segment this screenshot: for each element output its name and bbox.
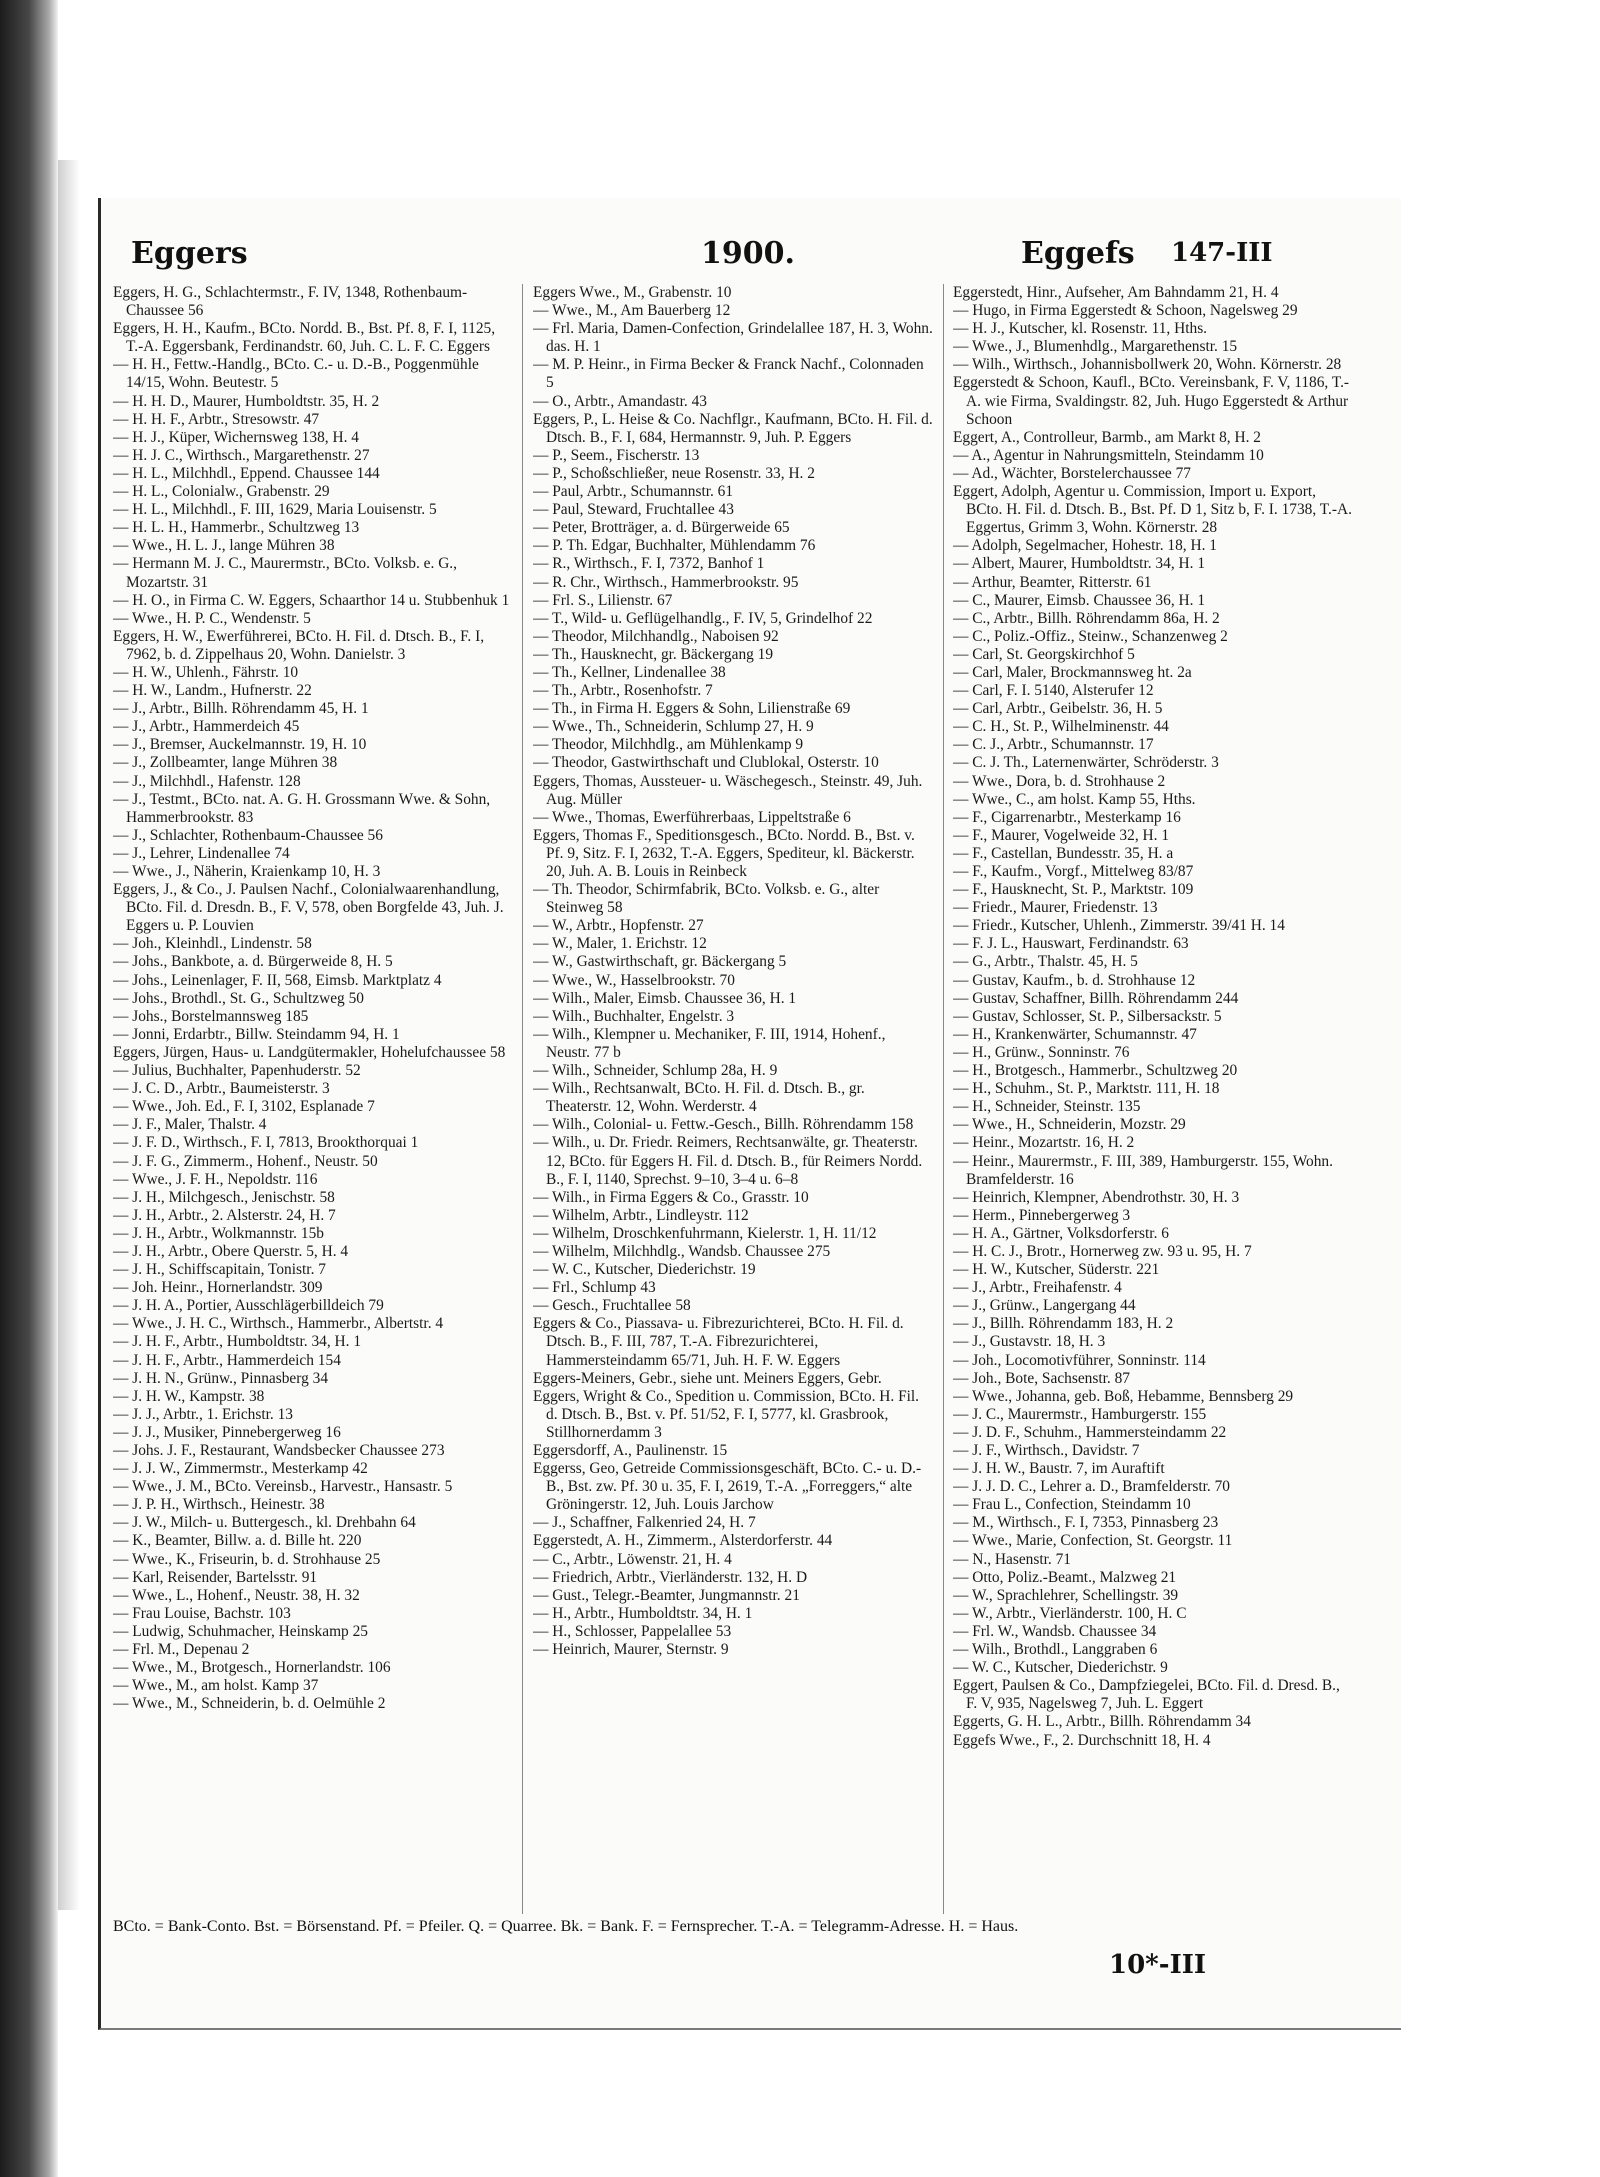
column-divider xyxy=(522,284,523,1914)
directory-entry: Eggers, H. W., Ewerführerei, BCto. H. Fil. d. Dtsch. B., F. I, 7962, b. d. Zippelhaus 20, Wohn. Danielstr. 3 xyxy=(113,627,485,663)
directory-entry: — J., Arbtr., Billh. Röhrendamm 45, H. 1 xyxy=(113,700,369,718)
directory-entry: Eggerss, Geo, Getreide Commissionsgeschäft, BCto. C.- u. D.-B., Bst. zw. Pf. 30 u. 35, F. I, 2619, T.-A. „Forreggers,“ alte Gröningerstr. 12, Juh. Louis Jarchow xyxy=(533,1460,922,1514)
directory-entry: — Herm., Pinnebergerweg 3 xyxy=(953,1206,1131,1224)
directory-entry: — Ludwig, Schuhmacher, Heinskamp 25 xyxy=(113,1622,368,1640)
directory-entry: — Johs., Leinenlager, F. II, 568, Eimsb. Marktplatz 4 xyxy=(113,971,442,989)
directory-entry: — Friedr., Maurer, Friedenstr. 13 xyxy=(953,899,1158,917)
directory-entry: — H. A., Gärtner, Volksdorferstr. 6 xyxy=(953,1224,1169,1242)
directory-entry: Eggers-Meiners, Gebr., siehe unt. Meiners Eggers, Gebr. xyxy=(533,1369,882,1387)
directory-entry: — J., Gustavstr. 18, H. 3 xyxy=(953,1333,1106,1351)
directory-entry: — Wilhelm, Droschkenfuhrmann, Kielerstr. 1, H. 11/12 xyxy=(533,1224,877,1242)
directory-entry: — Frl. S., Lilienstr. 67 xyxy=(533,591,673,609)
directory-entry: — J. H. W., Baustr. 7, im Auraftift xyxy=(953,1460,1165,1478)
directory-entry: — J. H., Arbtr., Obere Querstr. 5, H. 4 xyxy=(113,1242,349,1260)
directory-entry: — Wilhelm, Milchhdlg., Wandsb. Chaussee 275 xyxy=(533,1242,831,1260)
directory-entry: — H. C. J., Brotr., Hornerweg zw. 93 u. 95, H. 7 xyxy=(953,1242,1252,1260)
directory-entry: — J., Milchhdl., Hafenstr. 128 xyxy=(113,772,301,790)
directory-entry: — Carl, F. I. 5140, Alsterufer 12 xyxy=(953,682,1154,700)
directory-entry: — Wwe., C., am holst. Kamp 55, Hths. xyxy=(953,790,1196,808)
directory-entry: — Wwe., J. H. C., Wirthsch., Hammerbr., Albertstr. 4 xyxy=(113,1315,444,1333)
directory-entry: Eggerstedt, Hinr., Aufseher, Am Bahndamm 21, H. 4 xyxy=(953,284,1279,301)
directory-entry: — N., Hasenstr. 71 xyxy=(953,1550,1071,1568)
directory-entry: Eggerstedt & Schoon, Kaufl., BCto. Vereinsbank, F. V, 1186, T.-A. wie Firma, Svaldingstr. 82, Juh. Hugo Eggerstedt & Arthur Schoon xyxy=(953,374,1350,428)
directory-entry: — H. W., Kutscher, Süderstr. 221 xyxy=(953,1261,1160,1279)
directory-entry: — Wwe., H., Schneiderin, Mozstr. 29 xyxy=(953,1116,1186,1134)
page-number: 147-III xyxy=(1171,238,1273,268)
directory-entry: — F., Castellan, Bundesstr. 35, H. a xyxy=(953,844,1174,862)
directory-entry: — T., Wild- u. Geflügelhandlg., F. IV, 5, Grindelhof 22 xyxy=(533,609,873,627)
directory-entry: — Friedr., Kutscher, Uhlenh., Zimmerstr. 39/41 H. 14 xyxy=(953,917,1285,935)
directory-entry: — J. C., Maurermstr., Hamburgerstr. 155 xyxy=(953,1405,1207,1423)
directory-entry: — J., Bremser, Auckelmannstr. 19, H. 10 xyxy=(113,736,367,754)
directory-entry: — Hermann M. J. C., Maurermstr., BCto. Volksb. e. G., Mozartstr. 31 xyxy=(113,555,458,591)
header-year: 1900. xyxy=(701,236,795,271)
directory-entry: — H. L., Colonialw., Grabenstr. 29 xyxy=(113,483,330,501)
directory-entry: — Ad., Wächter, Borstelerchaussee 77 xyxy=(953,464,1192,482)
directory-entry: — C. J. Th., Laternenwärter, Schröderstr. 3 xyxy=(953,754,1219,772)
column-3 xyxy=(953,284,1353,1914)
directory-entry: — J. H., Arbtr., Wolkmannstr. 15b xyxy=(113,1224,324,1242)
directory-entry: — Th., Hausknecht, gr. Bäckergang 19 xyxy=(533,645,774,663)
directory-entry: — Karl, Reisender, Bartelsstr. 91 xyxy=(113,1568,318,1586)
directory-entry: Eggefs Wwe., F., 2. Durchschnitt 18, H. 4 xyxy=(953,1731,1211,1749)
directory-entry: — J. J., Musiker, Pinnebergerweg 16 xyxy=(113,1423,341,1441)
directory-entry: — J., Grünw., Langergang 44 xyxy=(953,1297,1136,1315)
directory-entry: Eggers, Wright & Co., Spedition u. Commission, BCto. H. Fil. d. Dtsch. B., Bst. v. Pf. 51/52, F. I, 5777, kl. Grasbrook, Stillhornerdamm 3 xyxy=(533,1387,920,1441)
directory-entry: — H., Schlosser, Pappelallee 53 xyxy=(533,1622,732,1640)
directory-entry: — Gustav, Kaufm., b. d. Strohhause 12 xyxy=(953,971,1196,989)
directory-entry: — Frl. W., Wandsb. Chaussee 34 xyxy=(953,1622,1157,1640)
directory-entry: — J., Testmt., BCto. nat. A. G. H. Grossmann Wwe. & Sohn, Hammerbrookstr. 83 xyxy=(113,790,491,826)
directory-entry: — C. J., Arbtr., Schumannstr. 17 xyxy=(953,736,1154,754)
directory-entry: — Wwe., J., Blumenhdlg., Margarethenstr. 15 xyxy=(953,338,1238,356)
directory-entry: — Joh., Kleinhdl., Lindenstr. 58 xyxy=(113,935,312,953)
directory-entry: — K., Beamter, Billw. a. d. Bille ht. 220 xyxy=(113,1532,362,1550)
directory-entry: — H. J., Kutscher, kl. Rosenstr. 11, Hths. xyxy=(953,320,1208,338)
directory-entry: — Gustav, Schlosser, St. P., Silbersackstr. 5 xyxy=(953,1007,1222,1025)
directory-entry: Eggerstedt, A. H., Zimmerm., Alsterdorferstr. 44 xyxy=(533,1532,833,1550)
directory-entry: — Wwe., W., Hasselbrookstr. 70 xyxy=(533,971,735,989)
directory-entry: — H. W., Landm., Hufnerstr. 22 xyxy=(113,682,312,700)
directory-entry: — Wwe., M., Schneiderin, b. d. Oelmühle 2 xyxy=(113,1695,386,1713)
directory-entry: — J. J. D. C., Lehrer a. D., Bramfelderstr. 70 xyxy=(953,1478,1230,1496)
directory-entry: — M., Wirthsch., F. I, 7353, Pinnasberg 23 xyxy=(953,1514,1219,1532)
directory-entry: — H., Grünw., Sonninstr. 76 xyxy=(953,1043,1130,1061)
directory-entry: — J. H. W., Kampstr. 38 xyxy=(113,1387,265,1405)
directory-entry: — Wwe., L., Hohenf., Neustr. 38, H. 32 xyxy=(113,1586,360,1604)
directory-entry: — J., Schlachter, Rothenbaum-Chaussee 56 xyxy=(113,826,383,844)
directory-entry: — J. H., Arbtr., 2. Alsterstr. 24, H. 7 xyxy=(113,1206,336,1224)
directory-entry: — C., Arbtr., Billh. Röhrendamm 86a, H. 2 xyxy=(953,609,1220,627)
directory-entry: Eggers, H. H., Kaufm., BCto. Nordd. B., Bst. Pf. 8, F. I, 1125, T.-A. Eggersbank, Ferdinandstr. 60, Juh. C. L. F. C. Eggers xyxy=(113,320,496,356)
directory-entry: — Wwe., Th., Schneiderin, Schlump 27, H. 9 xyxy=(533,718,814,736)
directory-entry: — Paul, Steward, Fruchtallee 43 xyxy=(533,501,734,519)
directory-entry: — Wilh., Wirthsch., Johannisbollwerk 20, Wohn. Körnerstr. 28 xyxy=(953,356,1342,374)
directory-entry: — Heinrich, Klempner, Abendrothstr. 30, H. 3 xyxy=(953,1188,1240,1206)
directory-entry: — H. L. H., Hammerbr., Schultzweg 13 xyxy=(113,519,360,537)
directory-entry: Eggerts, G. H. L., Arbtr., Billh. Röhrendamm 34 xyxy=(953,1713,1251,1731)
directory-entry: — Wilh., Colonial- u. Fettw.-Gesch., Billh. Röhrendamm 158 xyxy=(533,1116,914,1134)
directory-entry: — Wwe., H. L. J., lange Mühren 38 xyxy=(113,537,335,555)
directory-entry: — Julius, Buchhalter, Papenhuderstr. 52 xyxy=(113,1062,361,1080)
directory-entry: — Wilh., Schneider, Schlump 28a, H. 9 xyxy=(533,1062,778,1080)
directory-entry: — J. D. F., Schuhm., Hammersteindamm 22 xyxy=(953,1423,1227,1441)
directory-entry: — J. P. H., Wirthsch., Heinestr. 38 xyxy=(113,1496,325,1514)
directory-entry: — Wwe., Thomas, Ewerführerbaas, Lippeltstraße 6 xyxy=(533,808,851,826)
directory-entry: — C. H., St. P., Wilhelminenstr. 44 xyxy=(953,718,1169,736)
directory-entry: — Hugo, in Firma Eggerstedt & Schoon, Nagelsweg 29 xyxy=(953,302,1298,320)
directory-entry: — Johs., Bankbote, a. d. Bürgerweide 8, H. 5 xyxy=(113,953,393,971)
directory-entry: — Theodor, Gastwirthschaft und Clublokal, Osterstr. 10 xyxy=(533,754,879,772)
directory-entry: — Wwe., M., Brotgesch., Hornerlandstr. 106 xyxy=(113,1659,391,1677)
directory-entry: — F. J. L., Hauswart, Ferdinandstr. 63 xyxy=(953,935,1189,953)
directory-entry: — P., Schoßschließer, neue Rosenstr. 33, H. 2 xyxy=(533,464,815,482)
directory-entry: — H. O., in Firma C. W. Eggers, Schaarthor 14 u. Stubbenhuk 1 xyxy=(113,591,510,609)
abbreviation-legend: BCto. = Bank-Conto. Bst. = Börsenstand. Pf. = Pfeiler. Q. = Quarree. Bk. = Bank. F. = Fernsprecher. T.-A. = Telegramm-Adresse. H. = Haus. xyxy=(113,1918,1019,1935)
directory-entry: — Wilh., Maler, Eimsb. Chaussee 36, H. 1 xyxy=(533,989,797,1007)
directory-entry: — J. W., Milch- u. Buttergesch., kl. Drehbahn 64 xyxy=(113,1514,416,1532)
directory-entry: — Carl, Maler, Brockmannsweg ht. 2a xyxy=(953,663,1192,681)
directory-entry: — Jonni, Erdarbtr., Billw. Steindamm 94, H. 1 xyxy=(113,1025,400,1043)
directory-entry: — W. C., Kutscher, Diederichstr. 9 xyxy=(953,1659,1168,1677)
directory-entry: — W., Sprachlehrer, Schellingstr. 39 xyxy=(953,1586,1179,1604)
directory-entry: — Friedrich, Arbtr., Vierländerstr. 132, H. D xyxy=(533,1568,808,1586)
header-right-word: Eggefs xyxy=(1021,236,1135,271)
directory-entry: — Wwe., M., am holst. Kamp 37 xyxy=(113,1677,319,1695)
directory-entry: — Joh., Bote, Sachsenstr. 87 xyxy=(953,1369,1130,1387)
directory-entry: — Wwe., H. P. C., Wendenstr. 5 xyxy=(113,609,311,627)
directory-entry: — Wilh., Brothdl., Langgraben 6 xyxy=(953,1641,1158,1659)
book-binding xyxy=(0,0,58,2177)
directory-entry: — H. H. D., Maurer, Humboldtstr. 35, H. 2 xyxy=(113,392,380,410)
directory-entry: — M. P. Heinr., in Firma Becker & Franck Nachf., Colonnaden 5 xyxy=(533,356,924,392)
directory-entry: — Wwe., Dora, b. d. Strohhause 2 xyxy=(953,772,1166,790)
directory-entry: Eggers & Co., Piassava- u. Fibrezurichterei, BCto. H. Fil. d. Dtsch. B., F. III, 787, T.-A. Fibrezurichterei, Hammersteindamm 65/71, Juh. H. F. W. Eggers xyxy=(533,1315,904,1369)
directory-entry: — C., Poliz.-Offiz., Steinw., Schanzenweg 2 xyxy=(953,627,1228,645)
directory-entry: — A., Agentur in Nahrungsmitteln, Steindamm 10 xyxy=(953,446,1264,464)
running-header xyxy=(101,236,1401,276)
spine-shadow xyxy=(58,160,80,1910)
directory-entry: — Theodor, Milchhdlg., am Mühlenkamp 9 xyxy=(533,736,804,754)
directory-entry: — W., Arbtr., Hopfenstr. 27 xyxy=(533,917,704,935)
directory-entry: Eggers, J., & Co., J. Paulsen Nachf., Colonialwaarenhandlung, BCto. Fil. d. Dresdn. B., F. V, 578, oben Borgfelde 43, Juh. J. Eggers u. P. Louvien xyxy=(113,881,504,935)
directory-entry: — Gesch., Fruchtallee 58 xyxy=(533,1297,691,1315)
directory-entry: — Wilh., Klempner u. Mechaniker, F. III, 1914, Hohenf., Neustr. 77 b xyxy=(533,1025,886,1061)
directory-entry: — Th., Kellner, Lindenallee 38 xyxy=(533,663,726,681)
directory-entry: — H. J., Küper, Wichernsweg 138, H. 4 xyxy=(113,428,359,446)
directory-entry: — Carl, St. Georgskirchhof 5 xyxy=(953,645,1135,663)
column-2 xyxy=(533,284,933,1914)
directory-entry: — Theodor, Milchhandlg., Naboisen 92 xyxy=(533,627,779,645)
directory-entry: — J. H. A., Portier, Ausschlägerbilldeich 79 xyxy=(113,1297,384,1315)
directory-entry: — H. H. F., Arbtr., Stresowstr. 47 xyxy=(113,410,320,428)
directory-entry: — Th. Theodor, Schirmfabrik, BCto. Volksb. e. G., alter Steinweg 58 xyxy=(533,881,880,917)
directory-entry: — W., Arbtr., Vierländerstr. 100, H. C xyxy=(953,1604,1187,1622)
directory-entry: — Adolph, Segelmacher, Hohestr. 18, H. 1 xyxy=(953,537,1217,555)
directory-entry: Eggers, P., L. Heise & Co. Nachflgr., Kaufmann, BCto. H. Fil. d. Dtsch. B., F. I, 684, Hermannstr. 9, Juh. P. Eggers xyxy=(533,410,933,446)
directory-entry: — W. C., Kutscher, Diederichstr. 19 xyxy=(533,1261,756,1279)
directory-entry: — R., Wirthsch., F. I, 7372, Banhof 1 xyxy=(533,555,765,573)
directory-entry: — J. H., Milchgesch., Jenischstr. 58 xyxy=(113,1188,335,1206)
directory-entry: Eggers Wwe., M., Grabenstr. 10 xyxy=(533,284,732,301)
directory-entry: — J. H. F., Arbtr., Hammerdeich 154 xyxy=(113,1351,341,1369)
directory-entry: — Wilh., in Firma Eggers & Co., Grasstr. 10 xyxy=(533,1188,809,1206)
directory-entry: — Frau Louise, Bachstr. 103 xyxy=(113,1604,291,1622)
directory-entry: — Heinr., Mozartstr. 16, H. 2 xyxy=(953,1134,1135,1152)
directory-entry: — G., Arbtr., Thalstr. 45, H. 5 xyxy=(953,953,1138,971)
directory-entry: — J. J. W., Zimmermstr., Mesterkamp 42 xyxy=(113,1460,368,1478)
directory-entry: — H., Brotgesch., Hammerbr., Schultzweg 20 xyxy=(953,1062,1238,1080)
directory-entry: — J., Lehrer, Lindenallee 74 xyxy=(113,844,290,862)
directory-entry: — F., Hausknecht, St. P., Marktstr. 109 xyxy=(953,881,1194,899)
directory-entry: — Heinr., Maurermstr., F. III, 389, Hamburgerstr. 155, Wohn. Bramfelderstr. 16 xyxy=(953,1152,1333,1188)
directory-entry: — H., Krankenwärter, Schumannstr. 47 xyxy=(953,1025,1197,1043)
directory-entry: — Wilh., Rechtsanwalt, BCto. H. Fil. d. Dtsch. B., gr. Theaterstr. 12, Wohn. Werderstr. 4 xyxy=(533,1080,865,1116)
directory-entry: — J., Arbtr., Hammerdeich 45 xyxy=(113,718,300,736)
directory-entry: — Peter, Brotträger, a. d. Bürgerweide 65 xyxy=(533,519,790,537)
directory-entry: — J. F., Wirthsch., Davidstr. 7 xyxy=(953,1442,1140,1459)
directory-entry: — H., Schuhm., St. P., Marktstr. 111, H. 18 xyxy=(953,1080,1220,1098)
directory-entry: — J. C. D., Arbtr., Baumeisterstr. 3 xyxy=(113,1080,330,1098)
directory-page xyxy=(98,198,1401,2030)
directory-entry: — Wwe., J., Näherin, Kraienkamp 10, H. 3 xyxy=(113,863,381,880)
directory-entry: Eggert, Adolph, Agentur u. Commission, Import u. Export, BCto. H. Fil. d. Dtsch. B., Bst. Pf. D 1, Sitz b, F. I. 1738, T.-A. Eggertus, Grimm 3, Wohn. Körnerstr. 28 xyxy=(953,483,1352,537)
column-divider xyxy=(943,284,944,1914)
directory-entry: — Albert, Maurer, Humboldtstr. 34, H. 1 xyxy=(953,555,1206,573)
directory-entry: — Gust., Telegr.-Beamter, Jungmannstr. 21 xyxy=(533,1586,800,1604)
directory-entry: — J., Schaffner, Falkenried 24, H. 7 xyxy=(533,1514,756,1532)
directory-entry: — Frau L., Confection, Steindamm 10 xyxy=(953,1496,1191,1514)
directory-entry: — Paul, Arbtr., Schumannstr. 61 xyxy=(533,483,734,501)
directory-entry: — Wwe., Johanna, geb. Boß, Hebamme, Bennsberg 29 xyxy=(953,1387,1294,1405)
directory-entry: — J. F., Maler, Thalstr. 4 xyxy=(113,1116,267,1134)
directory-entry: — Wwe., M., Am Bauerberg 12 xyxy=(533,302,731,320)
directory-entry: Eggers, Thomas, Aussteuer- u. Wäschegesch., Steinstr. 49, Juh. Aug. Müller xyxy=(533,772,923,808)
directory-entry: — Wilh., Buchhalter, Engelstr. 3 xyxy=(533,1007,735,1025)
directory-entry: — Wilh., u. Dr. Friedr. Reimers, Rechtsanwälte, gr. Theaterstr. 12, BCto. für Eggers H. Fil. d. Dtsch. B., für Reimers Nordd. B., F. I, 1140, Sprechst. 9–10, 3–4 u. 6–8 xyxy=(533,1134,923,1188)
directory-entry: — Arthur, Beamter, Ritterstr. 61 xyxy=(953,573,1152,591)
directory-entry: — C., Maurer, Eimsb. Chaussee 36, H. 1 xyxy=(953,591,1206,609)
directory-entry: — Heinrich, Maurer, Sternstr. 9 xyxy=(533,1641,729,1659)
directory-entry: — J., Arbtr., Freihafenstr. 4 xyxy=(953,1279,1122,1297)
directory-entry: — Th., in Firma H. Eggers & Sohn, Lilienstraße 69 xyxy=(533,700,851,718)
directory-entry: — W., Gastwirthschaft, gr. Bäckergang 5 xyxy=(533,953,787,971)
directory-entry: — P., Seem., Fischerstr. 13 xyxy=(533,446,700,464)
directory-entry: — Johs., Borstelmannsweg 185 xyxy=(113,1007,309,1025)
directory-entry: — Carl, Arbtr., Geibelstr. 36, H. 5 xyxy=(953,700,1163,718)
directory-entry: — J. H. N., Grünw., Pinnasberg 34 xyxy=(113,1369,329,1387)
directory-entry: — J. F. D., Wirthsch., F. I, 7813, Brookthorquai 1 xyxy=(113,1134,419,1152)
directory-entry: Eggers, Jürgen, Haus- u. Landgütermakler, Hohelufchaussee 58 xyxy=(113,1043,506,1061)
directory-entry: — C., Arbtr., Löwenstr. 21, H. 4 xyxy=(533,1550,732,1568)
directory-entry: — Wwe., Marie, Confection, St. Georgstr. 11 xyxy=(953,1532,1233,1550)
directory-entry: Eggert, Paulsen & Co., Dampfziegelei, BCto. Fil. d. Dresd. B., F. V, 935, Nagelsweg 7, Juh. L. Eggert xyxy=(953,1677,1340,1713)
directory-entry: — F., Kaufm., Vorgf., Mittelweg 83/87 xyxy=(953,863,1194,880)
directory-entry: — O., Arbtr., Amandastr. 43 xyxy=(533,392,707,410)
directory-entry: — Frl. M., Depenau 2 xyxy=(113,1641,250,1659)
column-1 xyxy=(113,284,513,1914)
directory-entry: — Otto, Poliz.-Beamt., Malzweg 21 xyxy=(953,1568,1177,1586)
header-left-word: Eggers xyxy=(131,236,248,271)
directory-entry: — Johs., Brothdl., St. G., Schultzweg 50 xyxy=(113,989,364,1007)
directory-entry: — J. H., Schiffscapitain, Tonistr. 7 xyxy=(113,1261,326,1279)
directory-entry: — Wwe., K., Friseurin, b. d. Strohhause 25 xyxy=(113,1550,381,1568)
directory-entry: — H. W., Uhlenh., Fährstr. 10 xyxy=(113,663,299,681)
directory-entry: — P. Th. Edgar, Buchhalter, Mühlendamm 76 xyxy=(533,537,816,555)
directory-entry: — Joh. Heinr., Hornerlandstr. 309 xyxy=(113,1279,323,1297)
directory-entry: — W., Maler, 1. Erichstr. 12 xyxy=(533,935,707,953)
directory-entry: — Wwe., J. M., BCto. Vereinsb., Harvestr., Hansastr. 5 xyxy=(113,1478,453,1496)
directory-entry: — H., Schneider, Steinstr. 135 xyxy=(953,1098,1141,1116)
directory-entry: — Wilhelm, Arbtr., Lindleystr. 112 xyxy=(533,1206,749,1224)
directory-entry: Eggert, A., Controlleur, Barmb., am Markt 8, H. 2 xyxy=(953,428,1261,446)
directory-entry: — Frl. Maria, Damen-Confection, Grindelallee 187, H. 3, Wohn. das. H. 1 xyxy=(533,320,933,356)
directory-entry: — J. F. G., Zimmerm., Hohenf., Neustr. 50 xyxy=(113,1152,378,1170)
directory-entry: — H. H., Fettw.-Handlg., BCto. C.- u. D.-B., Poggenmühle 14/15, Wohn. Beutestr. 5 xyxy=(113,356,479,392)
directory-entry: — H. L., Milchhdl., Eppend. Chaussee 144 xyxy=(113,464,380,482)
directory-entry: — J., Billh. Röhrendamm 183, H. 2 xyxy=(953,1315,1174,1333)
directory-entry: — H., Arbtr., Humboldtstr. 34, H. 1 xyxy=(533,1604,753,1622)
directory-entry: Eggers, H. G., Schlachtermstr., F. IV, 1348, Rothenbaum-Chaussee 56 xyxy=(113,284,468,320)
directory-entry: — F., Cigarrenarbtr., Mesterkamp 16 xyxy=(953,808,1181,826)
directory-entry: — H. J. C., Wirthsch., Margarethenstr. 27 xyxy=(113,446,370,464)
directory-entry: — Joh., Locomotivführer, Sonninstr. 114 xyxy=(953,1351,1206,1369)
directory-entry: Eggers, Thomas F., Speditionsgesch., BCto. Nordd. B., Bst. v. Pf. 9, Sitz. F. I, 2632, T.-A. Eggers, Spediteur, kl. Bäckerstr. 20, Juh. A. B. Louis in Reinbeck xyxy=(533,826,915,880)
directory-entry: — Th., Arbtr., Rosenhofstr. 7 xyxy=(533,682,713,700)
directory-entry: — Wwe., J. F. H., Nepoldstr. 116 xyxy=(113,1170,318,1188)
directory-entry: — J. J., Arbtr., 1. Erichstr. 13 xyxy=(113,1405,293,1423)
directory-entry: — Gustav, Schaffner, Billh. Röhrendamm 244 xyxy=(953,989,1239,1007)
directory-entry: — Frl., Schlump 43 xyxy=(533,1279,656,1297)
directory-entry: Eggersdorff, A., Paulinenstr. 15 xyxy=(533,1442,728,1459)
directory-entry: — F., Maurer, Vogelweide 32, H. 1 xyxy=(953,826,1170,844)
directory-entry: — J. H. F., Arbtr., Humboldtstr. 34, H. 1 xyxy=(113,1333,362,1351)
directory-entry: — Johs. J. F., Restaurant, Wandsbecker Chaussee 273 xyxy=(113,1442,445,1459)
directory-entry: — Wwe., Joh. Ed., F. I, 3102, Esplanade 7 xyxy=(113,1098,375,1116)
directory-entry: — H. L., Milchhdl., F. III, 1629, Maria Louisenstr. 5 xyxy=(113,501,437,519)
directory-entry: — R. Chr., Wirthsch., Hammerbrookstr. 95 xyxy=(533,573,799,591)
directory-entry: — J., Zollbeamter, lange Mühren 38 xyxy=(113,754,338,772)
sheet-signature: 10*-III xyxy=(1109,1950,1207,1980)
